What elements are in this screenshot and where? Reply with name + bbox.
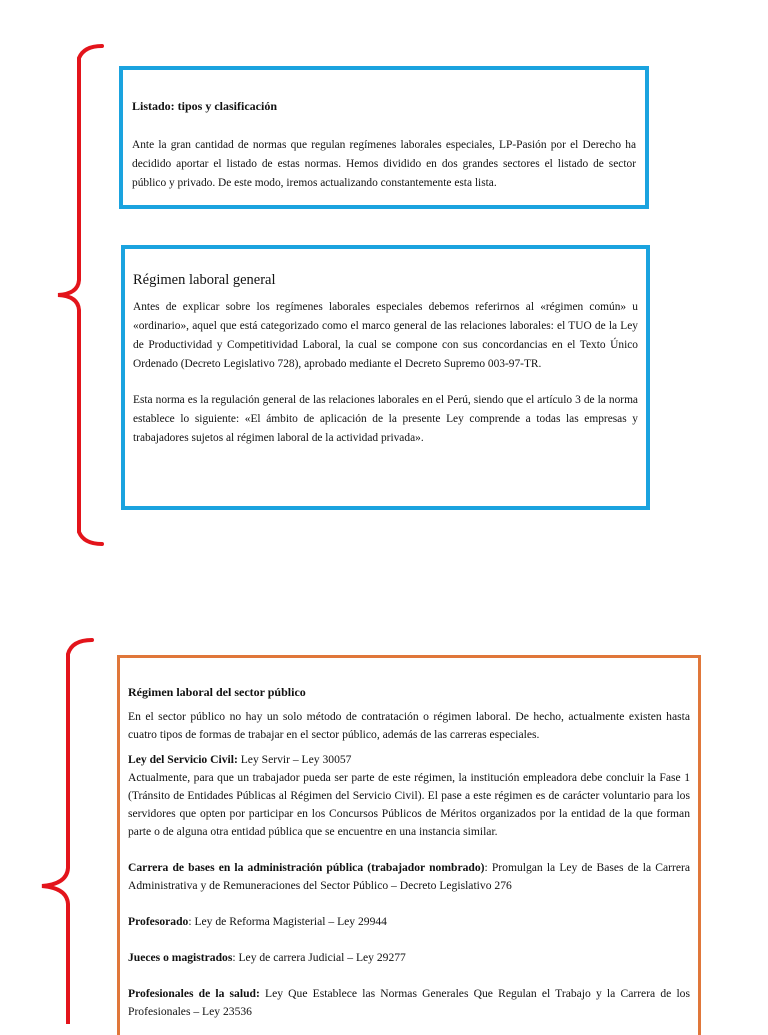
profesorado-item [128, 913, 690, 931]
jueces-item [128, 949, 690, 967]
carrera-bases-item [128, 859, 690, 895]
salud-item [128, 985, 690, 1021]
regimen-general-paragraph-2: Esta norma es la regulación general de las relaciones laborales en el Perú, siendo que el artículo 3 de la norma establece lo siguiente: «El ámbito de aplicación de la presente Ley comprende a todas las empresas y trabajadores sujetos al régimen laboral de la actividad privada». [133, 394, 638, 444]
carrera-bases-label: Carrera de bases en la administración pública (trabajador nombrado) [128, 861, 485, 874]
red-brace-top [40, 40, 110, 552]
sector-publico-intro: En el sector público no hay un solo método de contratación o régimen laboral. De hecho, actualmente existen hasta cuatro tipos de formas de trabajar en el sector público, además de las carreras especiales. [128, 710, 690, 741]
sector-publico-heading: Régimen laboral del sector público [128, 685, 306, 699]
red-brace-bottom [30, 632, 100, 1024]
carrera-bases-text: : Promulgan la Ley de Bases de la Carrera Administrativa y de Remuneraciones del Sector Público – Decreto Legislativo 276 [128, 861, 690, 892]
regimen-general-box [121, 245, 650, 510]
salud-text: Ley Que Establece las Normas Generales Que Regulan el Trabajo y la Carrera de los Profesionales – Ley 23536 [128, 987, 690, 1018]
servicio-civil-ley: Ley Servir – Ley 30057 [237, 753, 352, 766]
servicio-civil-item [128, 751, 690, 769]
sector-publico-box [117, 655, 701, 1035]
listado-heading: Listado: tipos y clasificación [132, 99, 278, 113]
profesorado-label: Profesorado [128, 915, 189, 928]
listado-box [119, 66, 649, 209]
regimen-general-paragraph-1: Antes de explicar sobre los regímenes laborales especiales debemos referirnos al «régimen común» u «ordinario», aquel que está categorizado como el marco general de las relaciones laborales: el TUO de la Ley de Productividad y Competitividad Laboral, la cual se compone con sus concordancias en el Texto Único Ordenado (Decreto Legislativo 728), aprobado mediante el Decreto Supremo 003-97-TR. [133, 301, 638, 370]
jueces-text: : Ley de carrera Judicial – Ley 29277 [232, 951, 406, 964]
salud-label: Profesionales de la salud: [128, 987, 260, 1000]
listado-text: Ante la gran cantidad de normas que regulan regímenes laborales especiales, LP-Pasión por el Derecho ha decidido aportar el listado de estas normas. Hemos dividido en dos grandes sectores el listado de sector público y privado. De este modo, iremos actualizando constantemente esta lista. [132, 139, 636, 189]
servicio-civil-label: Ley del Servicio Civil: [128, 753, 238, 766]
servicio-civil-text: Actualmente, para que un trabajador pueda ser parte de este régimen, la institución empleadora debe concluir la Fase 1 (Tránsito de Entidades Públicas al Régimen del Servicio Civil). El pase a este régimen es de carácter voluntario para los servidores que opten por participar en los Concursos Públicos de Méritos organizados por la entidad de la que forman parte o de alguna otra entidad pública que se encuentre en una instancia similar. [128, 771, 690, 838]
jueces-label: Jueces o magistrados [128, 951, 233, 964]
regimen-general-title: Régimen laboral general [133, 272, 276, 288]
profesorado-text: : Ley de Reforma Magisterial – Ley 29944 [188, 915, 387, 928]
